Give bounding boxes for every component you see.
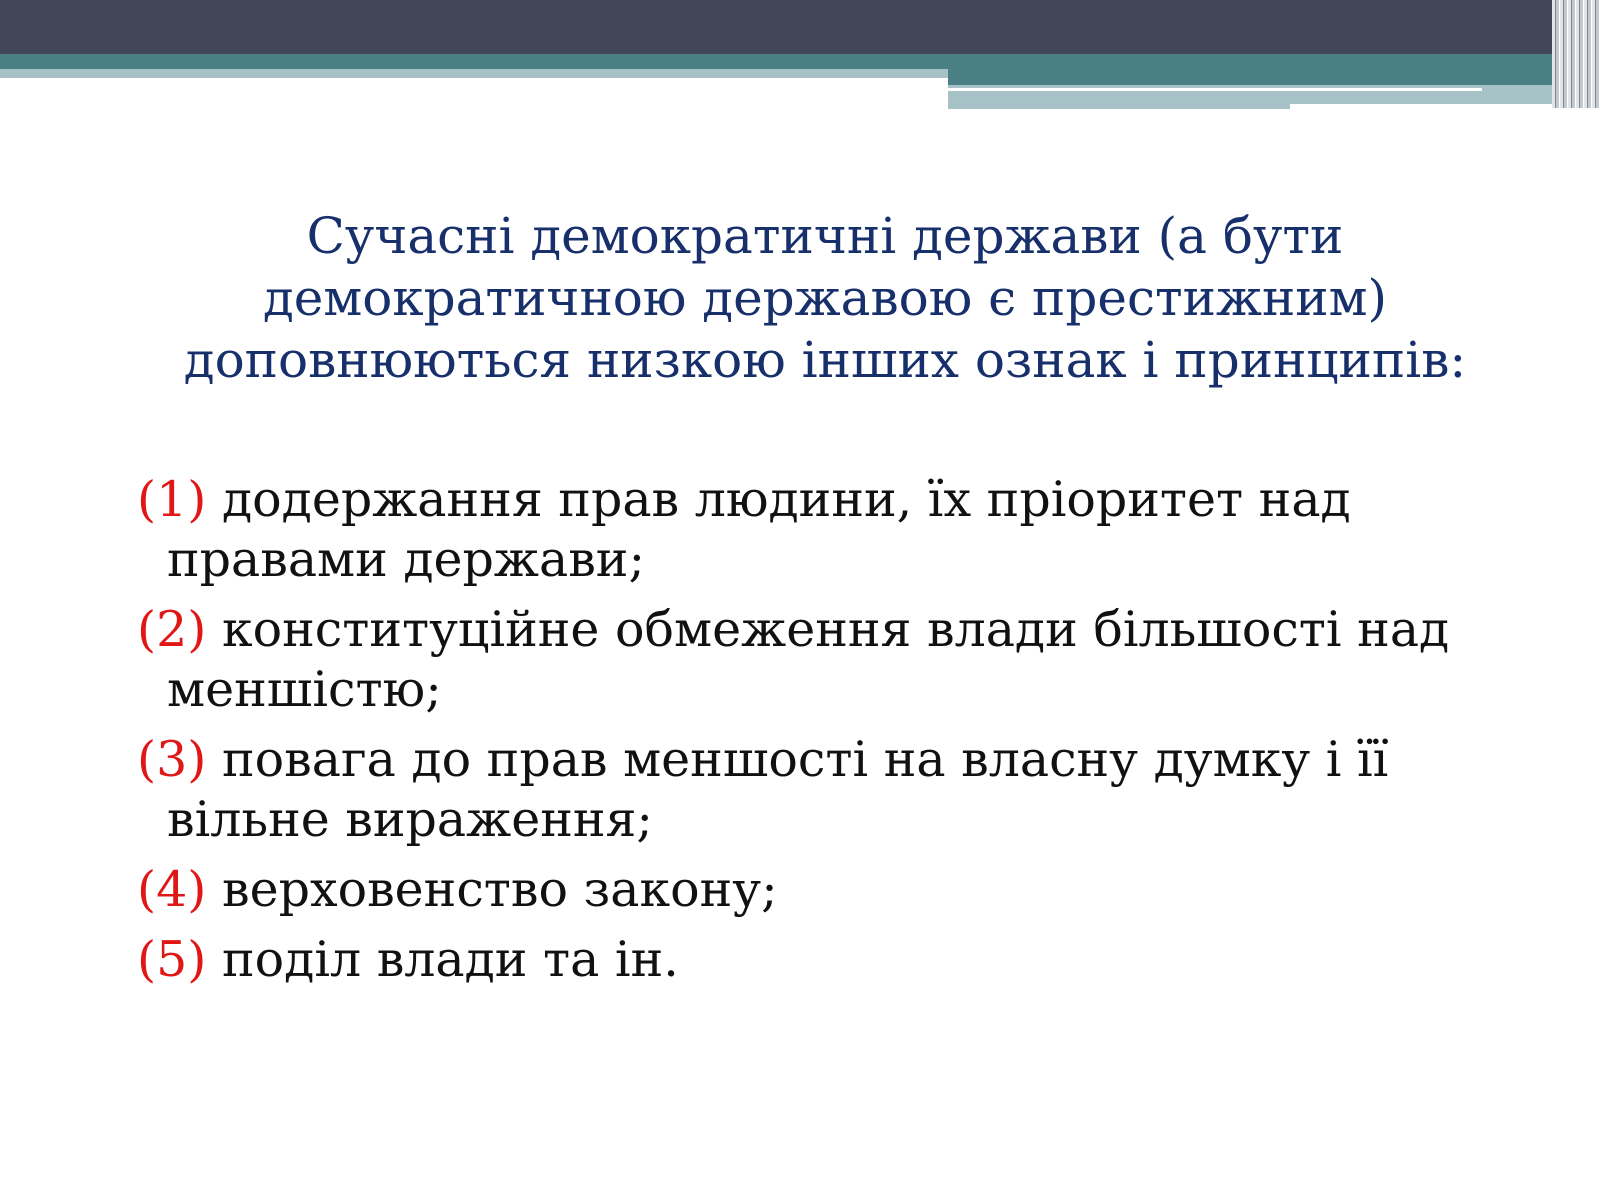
item-number: (4) [137, 861, 207, 918]
list-item [137, 860, 1457, 920]
item-text: додержання прав людини, їх пріоритет над правами держави; [167, 471, 1351, 588]
item-number: (2) [137, 601, 207, 658]
list-item [137, 600, 1457, 720]
list-item [137, 470, 1457, 590]
item-number: (1) [137, 471, 207, 528]
principles-list [137, 470, 1457, 1000]
header-white-line [948, 88, 1482, 91]
item-text: конституційне обмеження влади більшості над меншістю; [167, 601, 1450, 718]
item-text: повага до прав меншості на власну думку і її вільне вираження; [167, 731, 1389, 848]
header-teal-band-right [948, 69, 1600, 85]
header-dark-band [0, 0, 1600, 54]
header-light-band-left [0, 69, 948, 78]
slide-title: Сучасні демократичні держави (а бути демократичною державою є престижним) доповнюються низкою інших ознак і принципів: [183, 207, 1467, 389]
item-number: (3) [137, 731, 207, 788]
header-teal-band [0, 54, 1600, 69]
item-text: верховенство закону; [222, 861, 778, 918]
list-item [137, 930, 1457, 990]
item-number: (5) [137, 931, 207, 988]
item-text: поділ влади та ін. [222, 931, 679, 988]
list-item [137, 730, 1457, 850]
header-band-stub [948, 104, 1290, 109]
header-stripes-decoration [1552, 0, 1600, 108]
